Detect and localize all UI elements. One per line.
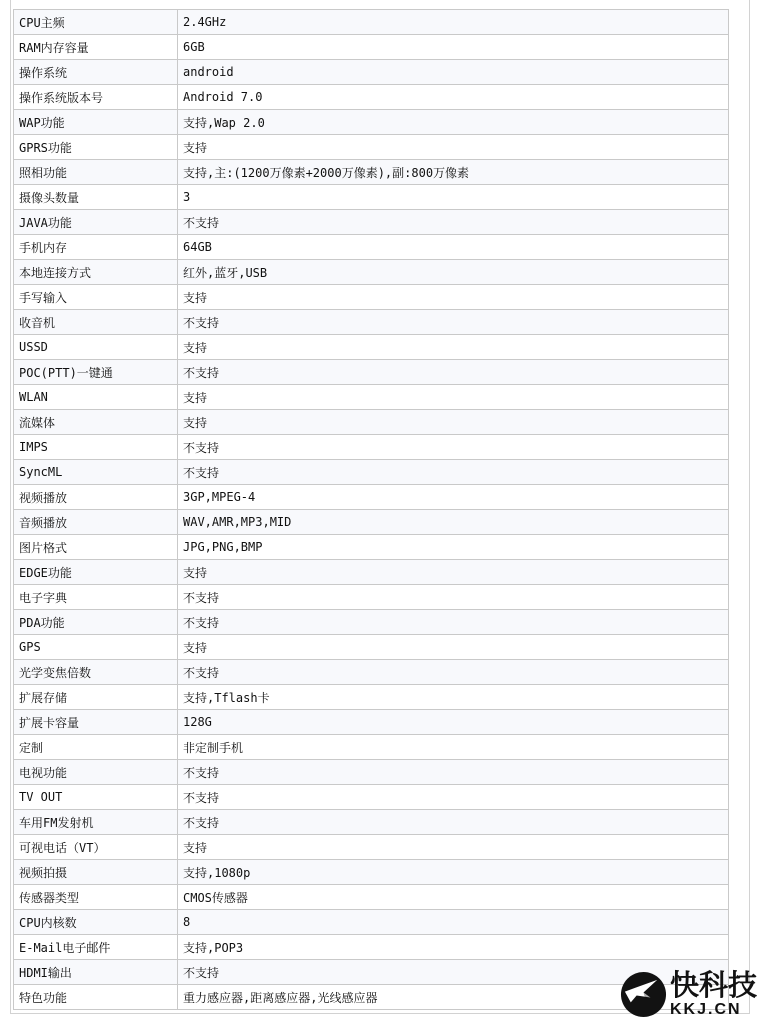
table-row	[14, 360, 729, 385]
spec-value: 8	[178, 910, 729, 935]
table-row	[14, 710, 729, 735]
table-row	[14, 910, 729, 935]
spec-label: 扩展卡容量	[14, 710, 178, 735]
spec-value: 支持	[178, 135, 729, 160]
table-row	[14, 460, 729, 485]
spec-value: 支持,Tflash卡	[178, 685, 729, 710]
table-row	[14, 685, 729, 710]
spec-value: 不支持	[178, 585, 729, 610]
spec-label: PDA功能	[14, 610, 178, 635]
spec-value: 不支持	[178, 810, 729, 835]
table-row	[14, 885, 729, 910]
spec-label: JAVA功能	[14, 210, 178, 235]
kkj-watermark	[620, 971, 757, 1018]
spec-label: 车用FM发射机	[14, 810, 178, 835]
table-row	[14, 510, 729, 535]
table-row	[14, 385, 729, 410]
table-row	[14, 935, 729, 960]
spec-label: WAP功能	[14, 110, 178, 135]
spec-value: 支持,主:(1200万像素+2000万像素),副:800万像素	[178, 160, 729, 185]
spec-label: 视频播放	[14, 485, 178, 510]
table-row	[14, 235, 729, 260]
spec-label: WLAN	[14, 385, 178, 410]
spec-value: CMOS传感器	[178, 885, 729, 910]
spec-label: 扩展存储	[14, 685, 178, 710]
spec-value: 不支持	[178, 460, 729, 485]
spec-value: 支持	[178, 560, 729, 585]
table-row	[14, 785, 729, 810]
table-row	[14, 760, 729, 785]
spec-label: EDGE功能	[14, 560, 178, 585]
table-row	[14, 485, 729, 510]
table-row	[14, 335, 729, 360]
table-row	[14, 610, 729, 635]
spec-value: Android 7.0	[178, 85, 729, 110]
spec-label: E-Mail电子邮件	[14, 935, 178, 960]
spec-label: USSD	[14, 335, 178, 360]
spec-label: CPU主频	[14, 10, 178, 35]
spec-label: 图片格式	[14, 535, 178, 560]
spec-table	[13, 9, 729, 1010]
spec-label: 流媒体	[14, 410, 178, 435]
spec-value: 支持	[178, 635, 729, 660]
table-row	[14, 435, 729, 460]
spec-value: 不支持	[178, 785, 729, 810]
spec-label: 传感器类型	[14, 885, 178, 910]
table-row	[14, 735, 729, 760]
table-row	[14, 210, 729, 235]
table-row	[14, 310, 729, 335]
table-row	[14, 260, 729, 285]
spec-label: 电视功能	[14, 760, 178, 785]
spec-label: 手写输入	[14, 285, 178, 310]
table-row	[14, 535, 729, 560]
spec-value: 支持	[178, 410, 729, 435]
spec-value: 支持	[178, 835, 729, 860]
spec-label: IMPS	[14, 435, 178, 460]
spec-label: 操作系统版本号	[14, 85, 178, 110]
spec-value: 2.4GHz	[178, 10, 729, 35]
spec-value: 不支持	[178, 360, 729, 385]
spec-value: WAV,AMR,MP3,MID	[178, 510, 729, 535]
table-row	[14, 10, 729, 35]
spec-label: 本地连接方式	[14, 260, 178, 285]
table-row	[14, 660, 729, 685]
spec-value: 不支持	[178, 210, 729, 235]
spec-value: 3GP,MPEG-4	[178, 485, 729, 510]
table-row	[14, 635, 729, 660]
spec-label: 摄像头数量	[14, 185, 178, 210]
table-row	[14, 860, 729, 885]
spec-value: android	[178, 60, 729, 85]
spec-label: 视频拍摄	[14, 860, 178, 885]
spec-value: 支持	[178, 335, 729, 360]
spec-label: POC(PTT)一键通	[14, 360, 178, 385]
spec-label: 手机内存	[14, 235, 178, 260]
table-row	[14, 285, 729, 310]
spec-value: 3	[178, 185, 729, 210]
paper-plane-icon	[620, 971, 667, 1018]
spec-label: 定制	[14, 735, 178, 760]
spec-value: 不支持	[178, 435, 729, 460]
spec-label: 光学变焦倍数	[14, 660, 178, 685]
table-row	[14, 160, 729, 185]
table-row	[14, 35, 729, 60]
spec-value: 不支持	[178, 960, 729, 985]
spec-value: JPG,PNG,BMP	[178, 535, 729, 560]
spec-value: 支持,1080p	[178, 860, 729, 885]
table-row	[14, 585, 729, 610]
spec-value: 64GB	[178, 235, 729, 260]
table-row	[14, 810, 729, 835]
watermark-domain: KKJ.CN	[670, 1000, 742, 1018]
spec-value: 不支持	[178, 660, 729, 685]
spec-label: 特色功能	[14, 985, 178, 1010]
table-row	[14, 835, 729, 860]
spec-value: 不支持	[178, 610, 729, 635]
spec-label: GPRS功能	[14, 135, 178, 160]
table-row	[14, 60, 729, 85]
spec-value: 不支持	[178, 760, 729, 785]
spec-label: SyncML	[14, 460, 178, 485]
spec-value: 支持	[178, 285, 729, 310]
spec-label: RAM内存容量	[14, 35, 178, 60]
table-row	[14, 410, 729, 435]
table-row	[14, 110, 729, 135]
table-row	[14, 560, 729, 585]
spec-label: GPS	[14, 635, 178, 660]
spec-value: 支持,Wap 2.0	[178, 110, 729, 135]
table-row	[14, 85, 729, 110]
spec-label: 音频播放	[14, 510, 178, 535]
spec-label: CPU内核数	[14, 910, 178, 935]
spec-value: 支持,POP3	[178, 935, 729, 960]
spec-value: 红外,蓝牙,USB	[178, 260, 729, 285]
watermark-text	[670, 969, 758, 1018]
spec-label: HDMI输出	[14, 960, 178, 985]
spec-value: 支持	[178, 385, 729, 410]
spec-label: TV OUT	[14, 785, 178, 810]
spec-label: 电子字典	[14, 585, 178, 610]
spec-value: 重力感应器,距离感应器,光线感应器	[178, 985, 729, 1010]
spec-value: 128G	[178, 710, 729, 735]
spec-table-body	[14, 10, 729, 1010]
spec-label: 可视电话（VT）	[14, 835, 178, 860]
spec-value: 不支持	[178, 310, 729, 335]
spec-label: 照相功能	[14, 160, 178, 185]
table-row	[14, 135, 729, 160]
table-row	[14, 185, 729, 210]
spec-label: 收音机	[14, 310, 178, 335]
content-frame	[10, 0, 750, 1014]
spec-label: 操作系统	[14, 60, 178, 85]
spec-value: 6GB	[178, 35, 729, 60]
watermark-brand: 快科技	[670, 969, 758, 1002]
spec-value: 非定制手机	[178, 735, 729, 760]
